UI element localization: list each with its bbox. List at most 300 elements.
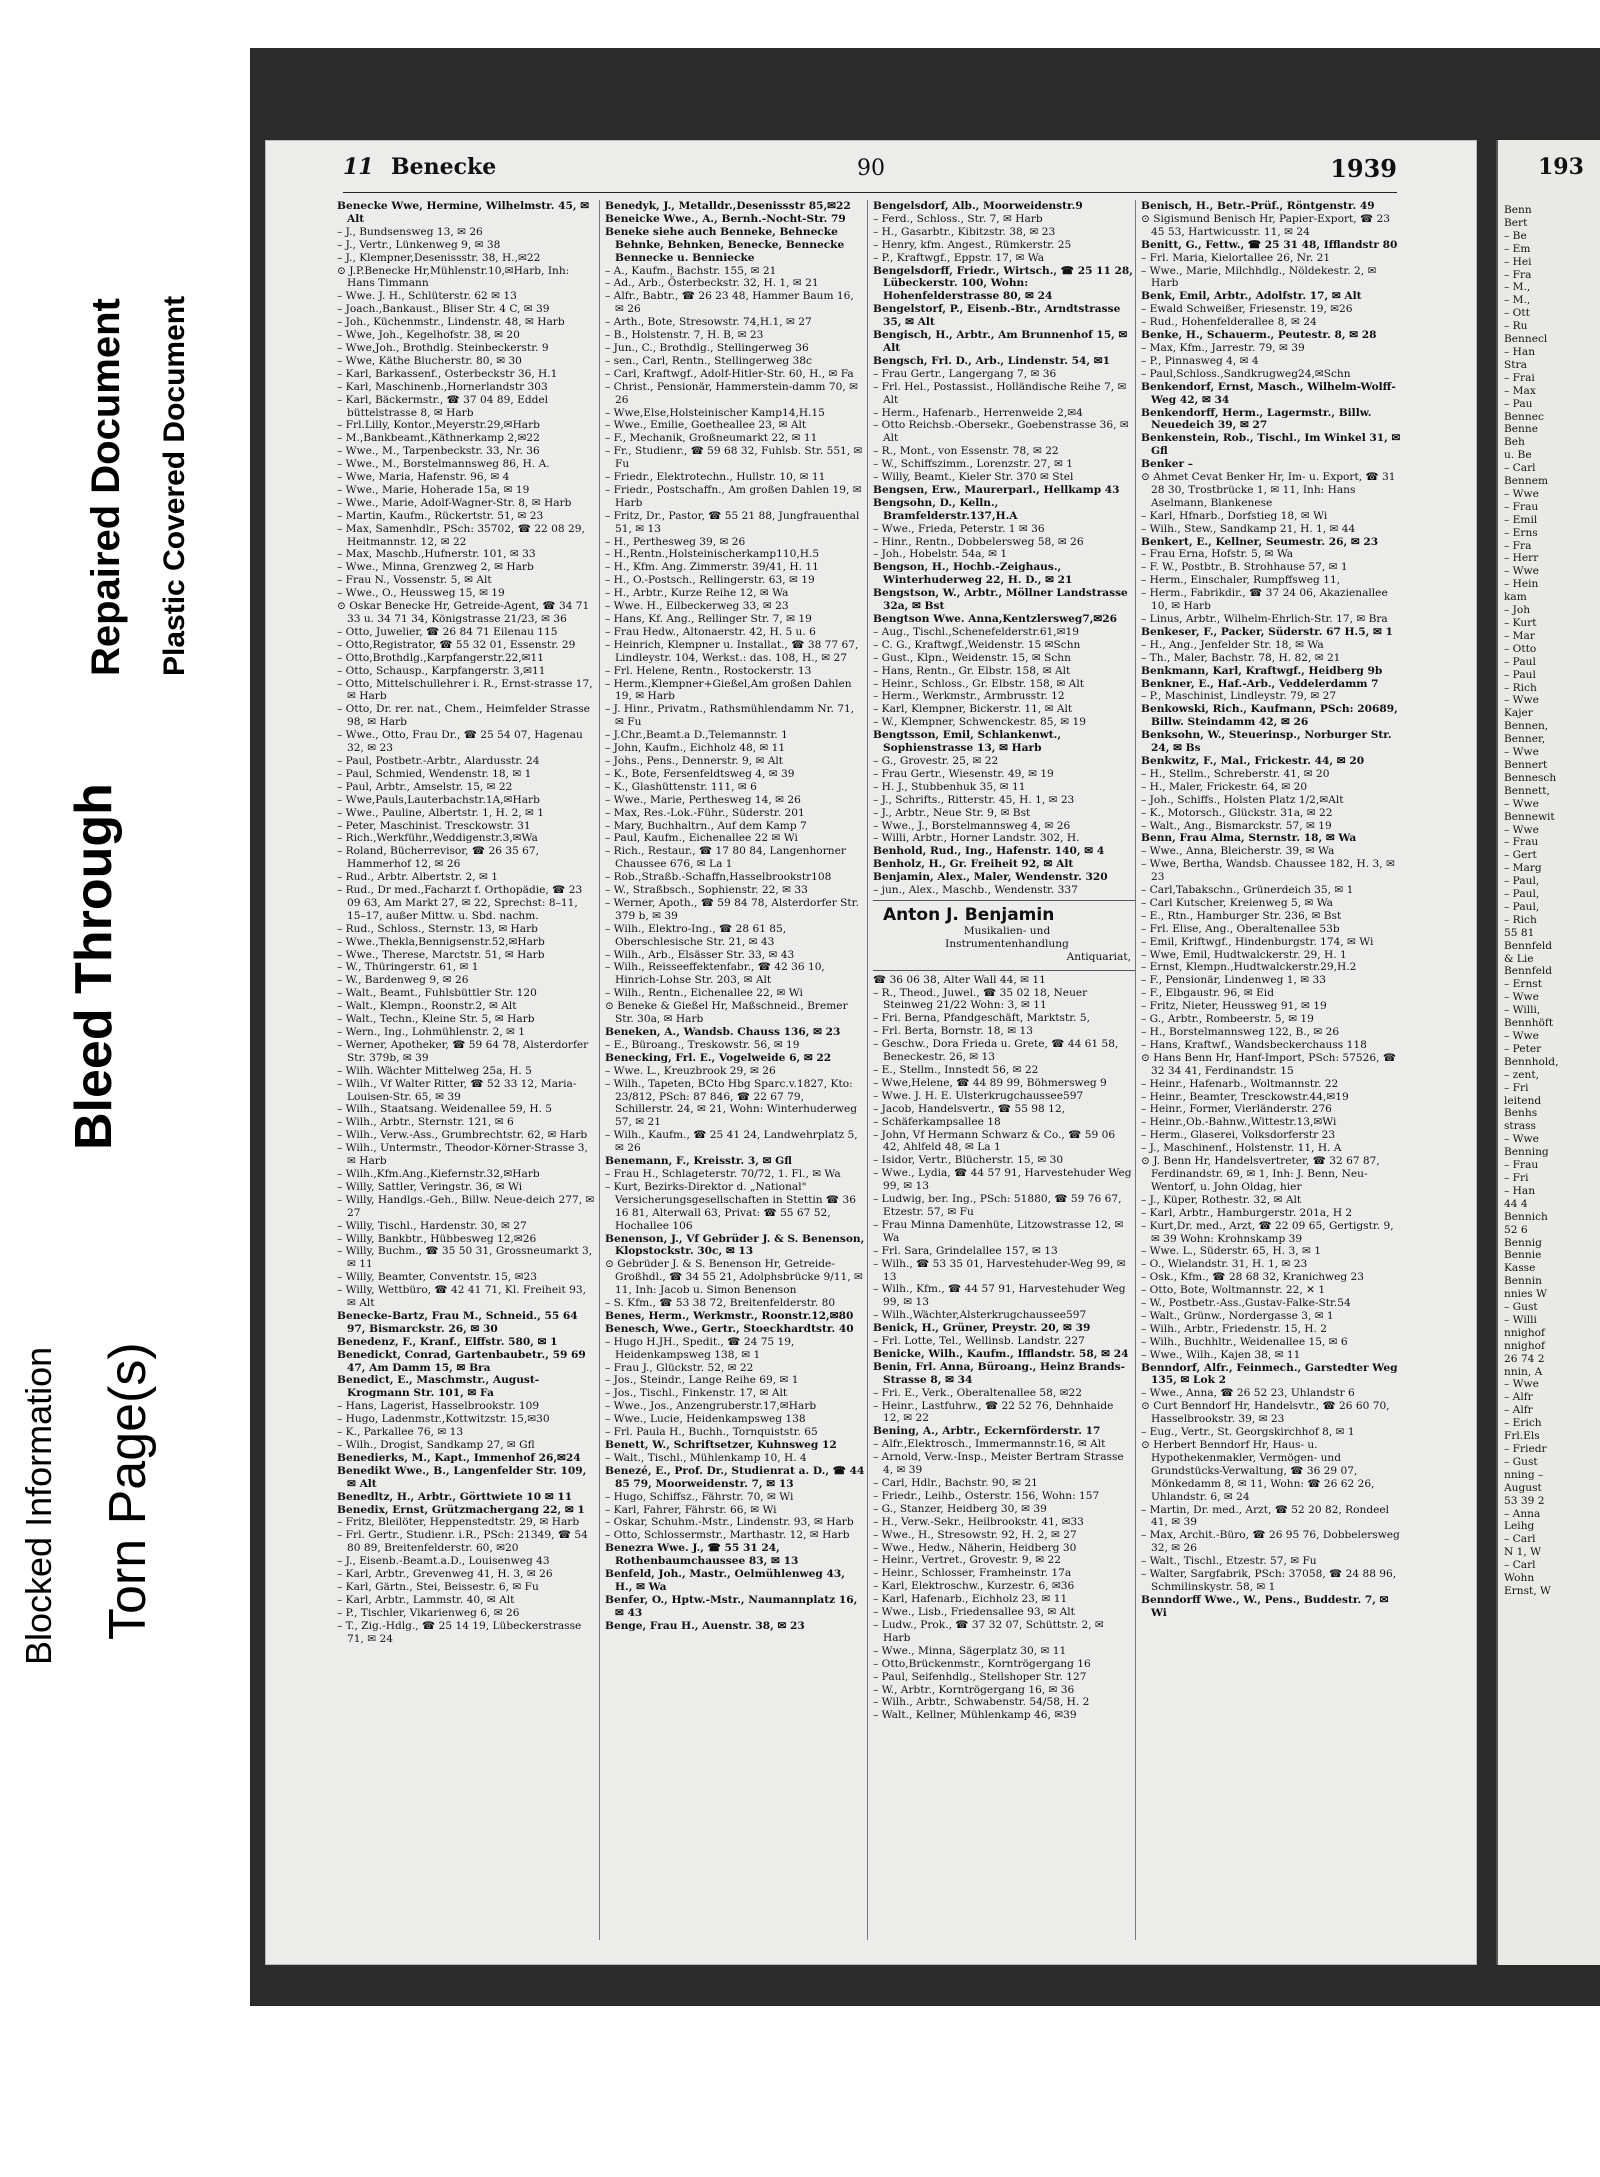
directory-entry: August — [1504, 1481, 1542, 1494]
column-4 — [1141, 200, 1403, 1940]
directory-entry: Bennich — [1504, 1210, 1548, 1223]
facing-page-text — [1504, 204, 1600, 1598]
directory-entry: – Walt., Klempn., Roonstr.2, ✉ Alt — [337, 1000, 517, 1013]
directory-entry: – Fri. Berna, Pfandgeschäft, Marktstr. 5, — [873, 1012, 1090, 1025]
directory-entry: Bengsch, Frl. D., Arb., Lindenstr. 54, ✉1 — [873, 354, 1110, 367]
directory-entry: – Wwe.,Thekla,Bennigsenstr.52,✉Harb — [337, 935, 545, 948]
directory-entry: Benholz, H., Gr. Freiheit 92, ✉ Alt — [873, 858, 1074, 871]
directory-entry: – Wilh., Arbtr., Sternstr. 121, ✉ 6 — [337, 1116, 514, 1129]
directory-entry: – Rich — [1504, 913, 1537, 926]
directory-entry: Benedict, E., Maschmstr., August-Krogmann Str. 101, ✉ Fa — [337, 1374, 540, 1400]
directory-entry: – Wilh., Elektro-Ing., ☎ 28 61 85, Oberschlesische Str. 21, ✉ 43 — [605, 922, 787, 948]
directory-entry: – Rob.,Straßb.-Schaffn,Hasselbrookstr108 — [605, 871, 832, 884]
directory-entry: Benkmann, Karl, Kraftwgf., Heidberg 9b — [1141, 664, 1383, 677]
directory-entry: Beh — [1504, 436, 1525, 449]
page-number: 90 — [857, 156, 885, 181]
directory-entry: – Frau — [1504, 500, 1539, 513]
directory-entry: – Anna — [1504, 1507, 1541, 1520]
directory-entry: – Wwe,Joh., Brothdlg. Steinbeckerstr. 9 — [337, 341, 549, 354]
directory-entry: – Frl. Lotte, Tel., Wellinsb. Landstr. 227 — [873, 1335, 1085, 1348]
directory-entry: Bennewit — [1504, 810, 1555, 823]
directory-entry: – Oskar, Schuhm.-Mstr., Lindenstr. 93, ✉ Harb — [605, 1516, 854, 1529]
directory-entry: – Wwe., Lisb., Friedensallee 93, ✉ Alt — [873, 1606, 1075, 1619]
directory-entry: – Carl, Kraftwgf., Adolf-Hitler-Str. 60, H., ✉ Fa — [605, 367, 854, 380]
directory-entry: – H., Ang., Jenfelder Str. 18, ✉ Wa — [1141, 638, 1324, 651]
directory-entry: Bennem — [1504, 475, 1549, 488]
directory-entry: – Gust., Klpn., Weidenstr. 15, ✉ Schn — [873, 651, 1071, 664]
directory-entry: – Hans, Lagerist, Hasselbrookstr. 109 — [337, 1400, 540, 1413]
directory-entry: 26 74 2 — [1504, 1352, 1545, 1365]
blocked-information-label: Blocked Information — [18, 1346, 59, 1665]
ad-line: Musikalien- und — [963, 924, 1051, 937]
directory-entry: – J., Schrifts., Ritterstr. 45, H. 1, ✉ 23 — [873, 793, 1075, 806]
directory-entry: – Wilh., Untermstr., Theodor-Körner-Strasse 3, ✉ Harb — [337, 1142, 588, 1168]
directory-entry: – Frau Minna Damenhüte, Litzowstrasse 12, ✉ Wa — [873, 1218, 1124, 1244]
directory-entry: – Wwe — [1504, 1378, 1539, 1391]
directory-entry: – Wwe., Marie, Perthesweg 14, ✉ 26 — [605, 793, 801, 806]
header-rule — [343, 192, 1397, 193]
directory-entry: Benin, Frl. Anna, Büroang., Heinz Brands-Strasse 8, ✉ 34 — [873, 1360, 1126, 1386]
directory-entry: – Hugo H.JH., Spedit., ☎ 24 75 19, Heidenkampsweg 138, ✉ 1 — [605, 1335, 795, 1361]
directory-entry: – Wwe., Minna, Grenzweg 2, ✉ Harb — [337, 561, 534, 574]
margin-labels — [0, 0, 250, 2177]
directory-entry: 44 4 — [1504, 1197, 1528, 1210]
directory-entry: leitend — [1504, 1094, 1542, 1107]
directory-entry: – Frau Gertr., Langergang 7, ✉ 36 — [873, 367, 1057, 380]
directory-entry: – E., Stellm., Innstedt 56, ✉ 22 — [873, 1064, 1039, 1076]
directory-entry: – Wwe., Emilie, Goetheallee 23, ✉ Alt — [605, 419, 807, 432]
directory-entry: Bengelstorf, P., Eisenb.-Btr., Arndtstrasse 35, ✉ Alt — [873, 303, 1121, 329]
directory-entry: nnighof — [1504, 1339, 1545, 1352]
directory-entry: – Ru — [1504, 320, 1528, 333]
directory-entry: – Arth., Bote, Stresowstr. 74,H.1, ✉ 27 — [605, 316, 812, 329]
directory-entry: – W., Klempner, Schwenckestr. 85, ✉ 19 — [873, 716, 1086, 729]
directory-entry: Benndorff Wwe., W., Pens., Buddestr. 7, ✉ Wi — [1141, 1593, 1389, 1619]
directory-entry: – H., Stellm., Schreberstr. 41, ✉ 20 — [1141, 767, 1330, 780]
directory-entry: Bert — [1504, 216, 1528, 229]
directory-entry: – Fri. E., Verk., Oberaltenallee 58, ✉22 — [873, 1386, 1082, 1399]
directory-entry: ⊙ Ahmet Cevat Benker Hr, Im- u. Export, ☎ 31 28 30, Trostbrücke 1, ✉ 11, Inh: Hans Aselmann, Blankenese — [1141, 471, 1396, 509]
directory-page — [265, 140, 1477, 1965]
directory-entry: – Wwe,Pauls,Lauterbachstr.1A,✉Harb — [337, 793, 540, 806]
directory-entry: – Frau — [1504, 836, 1539, 849]
directory-entry: – Wwe., Otto, Frau Dr., ☎ 25 54 07, Hagenau 32, ✉ 23 — [337, 729, 583, 755]
directory-entry: – H., O.-Postsch., Rellingerstr. 63, ✉ 19 — [605, 574, 815, 587]
directory-entry: – J., Vertr., Lünkenweg 9, ✉ 38 — [337, 238, 501, 251]
directory-entry: – Carl,Tabakschn., Grünerdeich 35, ✉ 1 — [1141, 884, 1354, 897]
directory-entry: kam — [1504, 591, 1527, 604]
directory-entry: Benecke Wwe, Hermine, Wilhelmstr. 45, ✉ Alt — [337, 200, 590, 225]
directory-entry: – Wwe — [1504, 565, 1539, 578]
directory-entry: Bennfeld — [1504, 965, 1553, 978]
directory-entry: – Aug., Tischl.,Schenefelderstr.61,✉19 — [873, 625, 1080, 638]
facing-page-edge — [1496, 140, 1600, 1965]
directory-entry: – Schäferkampsallee 18 — [873, 1115, 1001, 1128]
directory-entry: – Wwe. J. H. E. Ulsterkrugchaussee597 — [873, 1089, 1084, 1102]
column-3 — [873, 200, 1136, 1940]
directory-entry: – R., Mont., von Essenstr. 78, ✉ 22 — [873, 445, 1059, 458]
directory-entry: – W., Schiffszimm., Lorenzstr. 27, ✉ 1 — [873, 458, 1074, 471]
directory-entry: Benning — [1504, 1146, 1549, 1159]
directory-entry: – Frl. Hel., Postassist., Holländische Reihe 7, ✉ Alt — [873, 380, 1127, 406]
directory-entry: – Eug., Vertr., St. Georgskirchhof 8, ✉ 1 — [1141, 1426, 1355, 1439]
directory-entry: – Frl. Sara, Grindelallee 157, ✉ 13 — [873, 1244, 1058, 1257]
directory-entry: – Wilh., Buchhltr., Weidenallee 15, ✉ 6 — [1141, 1335, 1348, 1348]
directory-entry: – Wilh., Vf Walter Ritter, ☎ 52 33 12, Maria-Louisen-Str. 65, ✉ 39 — [337, 1077, 577, 1103]
directory-entry: – Frau J., Glückstr. 52, ✉ 22 — [605, 1361, 754, 1374]
directory-entry: – Peter — [1504, 1042, 1542, 1055]
facing-page-year: 193 — [1538, 154, 1584, 180]
directory-entry: Beneicke Wwe., A., Bernh.-Nocht-Str. 79 — [605, 212, 846, 225]
column-3-entries-top — [873, 200, 1135, 897]
directory-entry: – Joh., Schiffs., Holsten Platz 1/2,✉Alt — [1141, 793, 1344, 806]
directory-entry: – Otto, Bote, Woltmannstr. 22, ✕ 1 — [1141, 1284, 1326, 1297]
directory-entry: – Friedr — [1504, 1443, 1547, 1455]
directory-entry: – Mar — [1504, 629, 1535, 642]
directory-entry: – Walt., Grünw., Nordergasse 3, ✉ 1 — [1141, 1309, 1334, 1322]
directory-entry: – Wwe. J. H., Schlüterstr. 62 ✉ 13 — [337, 290, 517, 303]
directory-entry: strass — [1504, 1120, 1536, 1133]
directory-entry: – Karl, Arbtr., Grevenweg 41, H. 3, ✉ 26 — [337, 1568, 553, 1581]
directory-entry: – Heinr.,Ob.-Bahnw.,Wittestr.13,✉Wi — [1141, 1116, 1337, 1129]
directory-entry: ☎ 36 06 38, Alter Wall 44, ✉ 11 — [873, 973, 1046, 986]
directory-entry: – H., Gasarbtr., Kibitzstr. 38, ✉ 23 — [873, 225, 1056, 238]
directory-entry: – Otto, Juwelier, ☎ 26 84 71 Eilenau 115 — [337, 625, 558, 638]
directory-entry: – H., Kfm. Ang. Zimmerstr. 39/41, H. 11 — [605, 561, 819, 574]
directory-entry: – Henry, kfm. Angest., Rümkerstr. 25 — [873, 238, 1072, 251]
directory-entry: Benedix, Ernst, Grützmachergang 22, ✉ 1 — [337, 1503, 585, 1516]
directory-entry: – Willy, Beamt., Kieler Str. 370 ✉ Stel — [873, 471, 1074, 484]
directory-entry: – Willy, Sattler, Veringstr. 36, ✉ Wi — [337, 1180, 523, 1193]
directory-entry: Wohn — [1504, 1572, 1535, 1585]
directory-entry: – Willi — [1504, 1313, 1537, 1326]
directory-entry: – Wilh.,Kfm.Ang.,Kiefernstr.32,✉Harb — [337, 1167, 540, 1180]
directory-entry: Benksohn, W., Steuerinsp., Norburger Str. 24, ✉ Bs — [1141, 729, 1392, 755]
directory-entry: – Hans, Rentn., Gr. Elbstr. 158, ✉ Alt — [873, 664, 1071, 677]
column-1 — [337, 200, 600, 1940]
header-surname: Benecke — [391, 154, 497, 180]
directory-entry: Benedyk, J., Metalldr.,Desenissstr 85,✉22 — [605, 200, 851, 212]
directory-entry: – Frl. Gertr., Studienr. i.R., PSch: 21349, ☎ 54 80 89, Breitenfelderstr. 60, ✉20 — [337, 1529, 588, 1555]
directory-entry: – Frau — [1504, 1159, 1539, 1172]
directory-entry: Benn — [1504, 204, 1532, 216]
directory-entry: Benkendorff, Herm., Lagermstr., Billw. Neuedeich 39, ✉ 27 — [1141, 406, 1372, 432]
directory-entry: – Wwe — [1504, 1030, 1539, 1042]
directory-entry: u. Be — [1504, 449, 1532, 462]
directory-entry: – Fritz, Nieter, Heussweg 91, ✉ 19 — [1141, 1000, 1327, 1013]
directory-entry: – Wwe., Wilh., Kajen 38, ✉ 11 — [1141, 1348, 1301, 1361]
directory-entry: Kasse — [1504, 1262, 1536, 1275]
directory-entry: – Ludwig, ber. Ing., PSch: 51880, ☎ 59 76 67, Etzestr. 57, ✉ Fu — [873, 1193, 1122, 1218]
directory-entry: Bening, A., Arbtr., Eckernförderstr. 17 — [873, 1425, 1101, 1438]
directory-entry: – Emil, Kriftwgf., Hindenburgstr. 174, ✉ Wi — [1141, 935, 1374, 948]
directory-entry: – J., Küper, Rothestr. 32, ✉ Alt — [1141, 1193, 1302, 1206]
directory-entry: – Otto,Brückenmstr., Korntrögergang 16 — [873, 1657, 1091, 1670]
directory-entry: – Wwe. H., Eilbeckerweg 33, ✉ 23 — [605, 600, 789, 613]
directory-entry: 55 81 — [1504, 926, 1535, 939]
directory-entry: – Karl, Gärtn., Stei, Beissestr. 6, ✉ Fu — [337, 1580, 539, 1593]
directory-entry: Benecke-Bartz, Frau M., Schneid., 55 64 97, Bismarckstr. 26, ✉ 30 — [337, 1309, 578, 1335]
directory-entry: Benkendorf, Ernst, Masch., Wilhelm-Wolff-Weg 42, ✉ 34 — [1141, 380, 1396, 406]
directory-entry: – Paul, Schmied, Wendenstr. 18, ✉ 1 — [337, 767, 532, 780]
directory-entry: – Ludw., Prok., ☎ 37 32 07, Schüttstr. 2, ✉ Harb — [873, 1618, 1104, 1644]
directory-entry: – K., Bote, Fersenfeldtsweg 4, ✉ 39 — [605, 767, 795, 780]
directory-entry: nnighof — [1504, 1326, 1545, 1339]
directory-entry: Benk, Emil, Arbtr., Adolfstr. 17, ✉ Alt — [1141, 290, 1362, 303]
directory-entry: – P., Pinnasweg 4, ✉ 4 — [1141, 354, 1259, 367]
directory-entry: – J.Chr.,Beamt.a D.,Telemannstr. 1 — [605, 729, 788, 742]
directory-entry: – Joh., Küchenmstr., Lindenstr. 48, ✉ Harb — [337, 316, 565, 329]
directory-entry: – Paul, Postbetr.-Arbtr., Alardusstr. 24 — [337, 754, 540, 767]
directory-entry: – Wilh., Arbtr., Friedenstr. 15, H. 2 — [1141, 1322, 1328, 1335]
directory-entry: Bengson, H., Hochb.-Zeighaus., Winterhuderweg 22, H. D., ✉ 21 — [873, 561, 1073, 587]
directory-entry: ⊙ Beneke & Gießel Hr, Maßschneid., Bremer Str. 30a, ✉ Harb — [605, 1000, 848, 1026]
directory-entry: Benkenstein, Rob., Tischl., Im Winkel 31, ✉ Gfl — [1141, 432, 1401, 458]
directory-entry: – Karl, Arbtr., Hamburgerstr. 201a, H 2 — [1141, 1206, 1353, 1219]
directory-entry: – Paul, — [1504, 888, 1540, 901]
directory-entry: – Fr., Studienr., ☎ 59 68 32, Fuhlsb. Str. 551, ✉ Fu — [605, 445, 863, 471]
directory-entry: – H., Verw.-Sekr., Heilbrookstr. 41, ✉33 — [873, 1515, 1084, 1528]
directory-entry: Bengtson Wwe. Anna,Kentzlersweg7,✉26 — [873, 613, 1118, 625]
directory-entry: – Wilh., Rentn., Eichenallee 22, ✉ Wi — [605, 987, 803, 1000]
directory-entry: – Wwe., H., Stresowstr. 92, H. 2, ✉ 27 — [873, 1528, 1077, 1541]
directory-entry: – Frl. Elise, Ang., Oberaltenallee 53b — [1141, 922, 1340, 935]
directory-entry: – E., Büroang., Treskowstr. 56, ✉ 19 — [605, 1038, 800, 1051]
directory-entry: – W., Straßbsch., Sophienstr. 22, ✉ 33 — [605, 884, 808, 897]
directory-entry: – John, Kaufm., Eichholz 48, ✉ 11 — [605, 742, 786, 755]
directory-entry: Benicke, Wilh., Kaufm., Ifflandstr. 58, ✉ 24 — [873, 1347, 1129, 1360]
directory-entry: – Rich — [1504, 681, 1537, 694]
directory-entry: – Frl. Paula H., Buchh., Tornquiststr. 65 — [605, 1426, 818, 1439]
directory-entry: – Wwe, Maria, Hafenstr. 96, ✉ 4 — [337, 471, 510, 484]
directory-entry: Benne — [1504, 423, 1538, 436]
directory-entry: Ernst, W — [1504, 1584, 1551, 1597]
directory-entry: – M., — [1504, 294, 1531, 307]
directory-entry: – Rud., Arbtr. Albertstr. 2, ✉ 1 — [337, 871, 498, 884]
directory-entry: – Max, Samenhdlr., PSch: 35702, ☎ 22 08 29, Heitmannstr. 12, ✉ 22 — [337, 522, 585, 548]
directory-entry: – J. Hinr., Privatm., Rathsmühlendamm Nr. 71, ✉ Fu — [605, 703, 855, 729]
directory-entry: – Wilh., Arbtr., Schwabenstr. 54/58, H. 2 — [873, 1696, 1090, 1709]
directory-entry: – Hei — [1504, 255, 1532, 268]
directory-entry: – Heinr., Schloss., Gr. Elbstr. 158, ✉ Alt — [873, 677, 1084, 690]
directory-entry: – Wilh., Arb., Elsässer Str. 33, ✉ 43 — [605, 948, 795, 961]
directory-entry: – Willy, Tischl., Hardenstr. 30, ✉ 27 — [337, 1219, 527, 1232]
directory-entry: – B., Holstenstr. 7, H. B, ✉ 23 — [605, 329, 764, 342]
directory-entry: – Fri — [1504, 1171, 1529, 1184]
directory-entry: – Hans, Kraftwf., Wandsbeckerchauss 118 — [1141, 1038, 1367, 1051]
ad-title: Anton J. Benjamin — [883, 904, 1055, 925]
directory-entry: Bennecl — [1504, 333, 1548, 346]
directory-entry: Bengtsson, Emil, Schlankenwt., Sophienstrasse 13, ✉ Harb — [873, 729, 1062, 755]
directory-entry: – Heinr., Hafenarb., Woltmannstr. 22 — [1141, 1077, 1339, 1090]
directory-entry: – Karl, Bäckermstr., ☎ 37 04 89, Eddel büttelstrasse 8, ✉ Harb — [337, 393, 549, 419]
directory-entry: – F., Mechanik, Großneumarkt 22, ✉ 11 — [605, 432, 818, 445]
directory-entry: – G., Stanzer, Heidberg 30, ✉ 39 — [873, 1502, 1047, 1515]
directory-entry: – Fra — [1504, 539, 1532, 552]
directory-entry: Bengelsdorf, Alb., Moorweidenstr.9 — [873, 200, 1083, 212]
directory-entry: – G., Arbtr., Rombeerstr. 5, ✉ 19 — [1141, 1013, 1314, 1026]
directory-entry: – jun., Alex., Maschb., Wendenstr. 337 — [873, 884, 1078, 897]
directory-entry: – F. W., Postbtr., B. Strohhause 57, ✉ 1 — [1141, 561, 1348, 574]
directory-entry: – Paul — [1504, 668, 1536, 681]
directory-entry: – T., Zig.-Hdlg., ☎ 25 14 19, Lübeckerstrasse 71, ✉ 24 — [337, 1619, 582, 1645]
directory-entry: Benitt, G., Fettw., ☎ 25 31 48, Ifflandstr 80 — [1141, 238, 1398, 251]
repaired-document-label: Repaired Document — [84, 298, 128, 676]
directory-entry: – Gust — [1504, 1301, 1538, 1314]
directory-entry: – H., Maler, Frickestr. 64, ✉ 20 — [1141, 780, 1308, 793]
directory-entry: – Wwe., Hedw., Näherin, Heidberg 30 — [873, 1541, 1077, 1554]
directory-entry: – E., Rtn., Hamburger Str. 236, ✉ Bst — [1141, 909, 1342, 922]
directory-entry: – Frai — [1504, 371, 1535, 384]
directory-entry: Benezé, E., Prof. Dr., Studienrat a. D., ☎ 44 85 79, Moorweidenstr. 7, ✉ 13 — [605, 1464, 865, 1490]
directory-entry: – Wilh., ☎ 53 35 01, Harvestehuder-Weg 99, ✉ 13 — [873, 1257, 1126, 1283]
directory-entry: Benkwitz, F., Mal., Frickestr. 44, ✉ 20 — [1141, 754, 1365, 767]
directory-entry: – Wwe, Emil, Hudtwalckerstr. 29, H. 1 — [1141, 948, 1347, 961]
directory-entry: – M.,Bankbeamt.,Käthnerkamp 2,✉22 — [337, 432, 540, 445]
directory-entry: Benisch, H., Betr.-Prüf., Röntgenstr. 49 — [1141, 200, 1375, 212]
directory-entry: nnin, A — [1504, 1365, 1543, 1378]
directory-entry: – H., Arbtr., Kurze Reihe 12, ✉ Wa — [605, 587, 789, 600]
directory-entry: – Jacob, Handelsvertr., ☎ 55 98 12, — [873, 1102, 1065, 1115]
directory-entry: – Wwe., O., Heussweg 15, ✉ 19 — [337, 587, 505, 600]
directory-entry: – Wilh. Wächter Mittelweg 25a, H. 5 — [337, 1064, 532, 1077]
directory-entry: – H.,Rentn.,Holsteinischerkamp110,H.5 — [605, 548, 820, 561]
directory-entry: – Ad., Arb., Österbeckstr. 32, H. 1, ✉ 21 — [605, 277, 819, 290]
directory-entry: Benkeser, F., Packer, Süderstr. 67 H.5, ✉ 1 — [1141, 625, 1393, 638]
directory-entry: – Otto,Registrator, ☎ 55 32 01, Essenstr. 29 — [337, 638, 576, 651]
directory-entry: ⊙ Curt Benndorf Hr, Handelsvtr., ☎ 26 60 70, Hasselbrookstr. 39, ✉ 23 — [1141, 1400, 1390, 1426]
directory-entry: – Karl, Arbtr., Lammstr. 40, ✉ Alt — [337, 1593, 515, 1606]
directory-entry: – P., Kraftwgf., Eppstr. 17, ✉ Wa — [873, 251, 1045, 264]
directory-entry: – F., Elbgaustr. 96, ✉ Eid — [1141, 987, 1274, 1000]
directory-entry: Benezra Wwe. J., ☎ 55 31 24, Rothenbaumchaussee 83, ✉ 13 — [605, 1542, 799, 1568]
directory-entry: – Otto, Dr. rer. nat., Chem., Heimfelder Strasse 98, ✉ Harb — [337, 703, 590, 729]
directory-entry: – Heinr., Lastfuhrw., ☎ 22 52 76, Dehnhaide 12, ✉ 22 — [873, 1399, 1114, 1425]
directory-entry: Bengelsdorff, Friedr., Wirtsch., ☎ 25 11 28, Lübeckerstr. 100, Wohn: Hohenfelderstrasse 80, ✉ 24 — [873, 264, 1133, 303]
directory-entry: – S. Kfm., ☎ 53 38 72, Breitenfelderstr. 80 — [605, 1297, 836, 1310]
directory-entry: Bennesch — [1504, 771, 1557, 784]
directory-entry: ⊙ Oskar Benecke Hr, Getreide-Agent, ☎ 34 71 33 u. 34 71 34, Königstrasse 21/23, ✉ 36 — [337, 600, 590, 625]
directory-entry: – Karl, Elektroschw., Kurzestr. 6, ✉36 — [873, 1580, 1075, 1593]
directory-entry: 52 6 — [1504, 1223, 1528, 1236]
directory-entry: Benndorf, Alfr., Feinmech., Garstedter Weg 135, ✉ Lok 2 — [1141, 1361, 1398, 1387]
directory-entry: Benkert, E., Kellner, Seumestr. 26, ✉ 23 — [1141, 535, 1379, 548]
directory-entry: – Roland, Bücherrevisor, ☎ 26 35 67, Hammerhof 12, ✉ 26 — [337, 845, 540, 871]
directory-entry: – W., Bardenweg 9, ✉ 26 — [337, 974, 469, 987]
directory-entry: – Otto, Mittelschullehrer i. R., Ernst-strasse 17, ✉ Harb — [337, 677, 593, 703]
directory-entry: – Wern., Ing., Lohmühlenstr. 2, ✉ 1 — [337, 1026, 526, 1038]
directory-entry: – Frau Erna, Hofstr. 5, ✉ Wa — [1141, 548, 1294, 561]
directory-entry: Benedickt, Conrad, Gartenbaubetr., 59 69 47, Am Damm 15, ✉ Bra — [337, 1348, 586, 1374]
directory-entry: – Wilh., Kfm., ☎ 44 57 91, Harvestehuder Weg 99, ✉ 13 — [873, 1283, 1126, 1309]
directory-entry: – Wwe — [1504, 487, 1539, 500]
directory-entry: – Wwe., Jos., Anzengruberstr.17,✉Harb — [605, 1400, 817, 1413]
directory-entry: – Frau Gertr., Wiesenstr. 49, ✉ 19 — [873, 767, 1054, 780]
directory-entry: – Wwe — [1504, 746, 1539, 759]
directory-entry: – Carl — [1504, 1559, 1536, 1572]
directory-entry: – H., Borstelmannsweg 122, B., ✉ 26 — [1141, 1026, 1340, 1038]
directory-entry: – Max — [1504, 384, 1536, 397]
directory-entry: Benner, — [1504, 733, 1546, 746]
directory-entry: – Wwe — [1504, 823, 1539, 836]
directory-entry: – Wilh., Staatsang. Weidenallee 59, H. 5 — [337, 1103, 553, 1116]
bleed-through-label: Bleed Through — [65, 783, 123, 1150]
directory-entry: – Rud., Dr med.,Facharzt f. Orthopädie, ☎ 23 09 63, Am Markt 27, ✉ 22, Sprechst: 8–11, 15–17, außer Mittw. u. Sbd. nachm. — [337, 884, 583, 922]
directory-entry: – Peter, Maschinist. Tresckowstr. 31 — [337, 819, 531, 832]
directory-entry: – Willy, Buchm., ☎ 35 50 31, Grossneumarkt 3, ✉ 11 — [337, 1245, 593, 1271]
directory-entry: – Ernst — [1504, 978, 1542, 991]
directory-entry: – Christ., Pensionär, Hammerstein-damm 70, ✉ 26 — [605, 380, 858, 406]
directory-entry: Benes, Herm., Werkmstr., Roonstr.12,✉80 — [605, 1309, 854, 1322]
directory-entry: – Hans, Kf. Ang., Rellinger Str. 7, ✉ 19 — [605, 613, 812, 625]
directory-entry: ⊙ J.P.Benecke Hr,Mühlenstr.10,✉Harb, Inh: Hans Timmann — [337, 264, 570, 290]
directory-entry: – Alfr — [1504, 1404, 1533, 1417]
directory-entry: – Karl, Klempner, Bickerstr. 11, ✉ Alt — [873, 703, 1073, 716]
directory-entry: Benedltz, H., Arbtr., Görttwiete 10 ✉ 11 — [337, 1490, 573, 1503]
directory-entry: – Heinrich, Klempner u. Installat., ☎ 38 77 67, Lindleystr. 104, Werkst.: das. 108, H., ✉ 27 — [605, 638, 859, 664]
directory-entry: – Marg — [1504, 862, 1542, 875]
directory-entry: – Hinr., Rentn., Dobbelersweg 58, ✉ 26 — [873, 535, 1084, 548]
directory-entry: – A., Kaufm., Bachstr. 155, ✉ 21 — [605, 264, 777, 277]
directory-entry: – Kurt, Bezirks-Direktor d. „National" Versicherungsgesellschaften in Stettin ☎ 36 16 81, Alterwall 63, Privat: ☎ 55 67 52, Hochallee 106 — [605, 1180, 856, 1232]
directory-entry: – Carl, Hdlr., Bachstr. 90, ✉ 21 — [873, 1477, 1038, 1489]
directory-entry: Bengsohn, D., Kelln., Bramfelderstr.137,H.A — [873, 496, 1018, 522]
directory-entry: – J., Eisenb.-Beamt.a.D., Louisenweg 43 — [337, 1555, 550, 1568]
directory-entry: – Han — [1504, 345, 1536, 358]
directory-entry: – Heinr., Schlosser, Framheinstr. 17a — [873, 1567, 1072, 1580]
directory-entry: – Wwe — [1504, 694, 1539, 707]
directory-entry: Benke, H., Schauerm., Peutestr. 8, ✉ 28 — [1141, 329, 1377, 342]
directory-entry: – Herm., Einschaler, Rumpffsweg 11, — [1141, 574, 1341, 587]
column-3-entries-bottom — [873, 974, 1135, 1723]
directory-entry: – Hugo, Schiffsz., Fährstr. 70, ✉ Wi — [605, 1490, 794, 1503]
directory-entry: – Joach.,Bankaust., Bliser Str. 4 C, ✉ 39 — [337, 303, 550, 316]
directory-entry: – Karl, Hfnarb., Dorfstieg 18, ✉ Wi — [1141, 509, 1328, 522]
directory-entry: – Hein — [1504, 578, 1539, 591]
directory-entry: Bennie — [1504, 1249, 1542, 1262]
directory-entry: – Wwe. L., Süderstr. 65, H. 3, ✉ 1 — [1141, 1245, 1321, 1258]
directory-entry: – Walt., Tischl., Etzestr. 57, ✉ Fu — [1141, 1555, 1317, 1568]
directory-entry: Benedikt Wwe., B., Langenfelder Str. 109, ✉ Alt — [337, 1464, 587, 1490]
directory-entry: – Wwe — [1504, 991, 1539, 1004]
directory-entry: Bennen, — [1504, 720, 1549, 733]
directory-entry: – K., Glashüttenstr. 111, ✉ 6 — [605, 780, 757, 793]
directory-entry: Benenson, J., Vf Gebrüder J. & S. Benenson, Klopstockstr. 30c, ✉ 13 — [605, 1232, 865, 1258]
directory-entry: – Jos., Tischl., Finkenstr. 17, ✉ Alt — [605, 1387, 788, 1400]
directory-entry: – Ewald Schweißer, Friesenstr. 19, ✉26 — [1141, 303, 1353, 316]
directory-entry: – J., Bundsensweg 13, ✉ 26 — [337, 225, 483, 238]
directory-entry: – Wilh., Tapeten, BCto Hbg Sparc.v.1827, Kto: 23/812, PSch: 87 846, ☎ 22 67 79, Schillerstr. 24, ✉ 21, Wohn: Winterhuderweg 57, ✉ 21 — [605, 1077, 858, 1129]
directory-entry: nning – — [1504, 1468, 1544, 1481]
directory-entry: – Wwe., Marie, Hoherade 15a, ✉ 19 — [337, 483, 530, 496]
directory-entry: – Max, Maschb.,Hufnerstr. 101, ✉ 33 — [337, 548, 536, 561]
directory-entry: – Karl, Fahrer, Fährstr. 66, ✉ Wi — [605, 1503, 777, 1516]
directory-entry: – Gert — [1504, 849, 1537, 862]
directory-entry: – Th., Maler, Bachstr. 78, H. 82, ✉ 21 — [1141, 651, 1341, 664]
directory-entry: Bennhold, — [1504, 1055, 1559, 1068]
directory-entry: – W., Arbtr., Korntrögergang 16, ✉ 36 — [873, 1683, 1075, 1696]
directory-entry: Benfer, O., Hptw.-Mstr., Naumannplatz 16, ✉ 43 — [605, 1593, 858, 1619]
directory-entry: – Karl, Maschinenb.,Hornerlandstr 303 — [337, 380, 548, 393]
directory-entry: – Fra — [1504, 268, 1532, 281]
directory-entry: & Lie — [1504, 952, 1534, 965]
directory-entry: – Wilh., Verw.-Ass., Grumbrechtstr. 62, ✉ Harb — [337, 1129, 588, 1142]
directory-entry: – Wwe., Minna, Sägerplatz 30, ✉ 11 — [873, 1644, 1067, 1657]
directory-entry: ⊙ Sigismund Benisch Hr, Papier-Export, ☎ 23 45 53, Hartwicusstr. 11, ✉ 24 — [1141, 212, 1391, 238]
directory-entry: – Alfr.,Elektrosch., Immermannstr.16, ✉ Alt — [873, 1438, 1106, 1451]
directory-entry: – Willy, Handlgs.-Geh., Billw. Neue-deich 277, ✉ 27 — [337, 1193, 595, 1219]
directory-entry: – J., Arbtr., Neue Str. 9, ✉ Bst — [873, 806, 1031, 819]
